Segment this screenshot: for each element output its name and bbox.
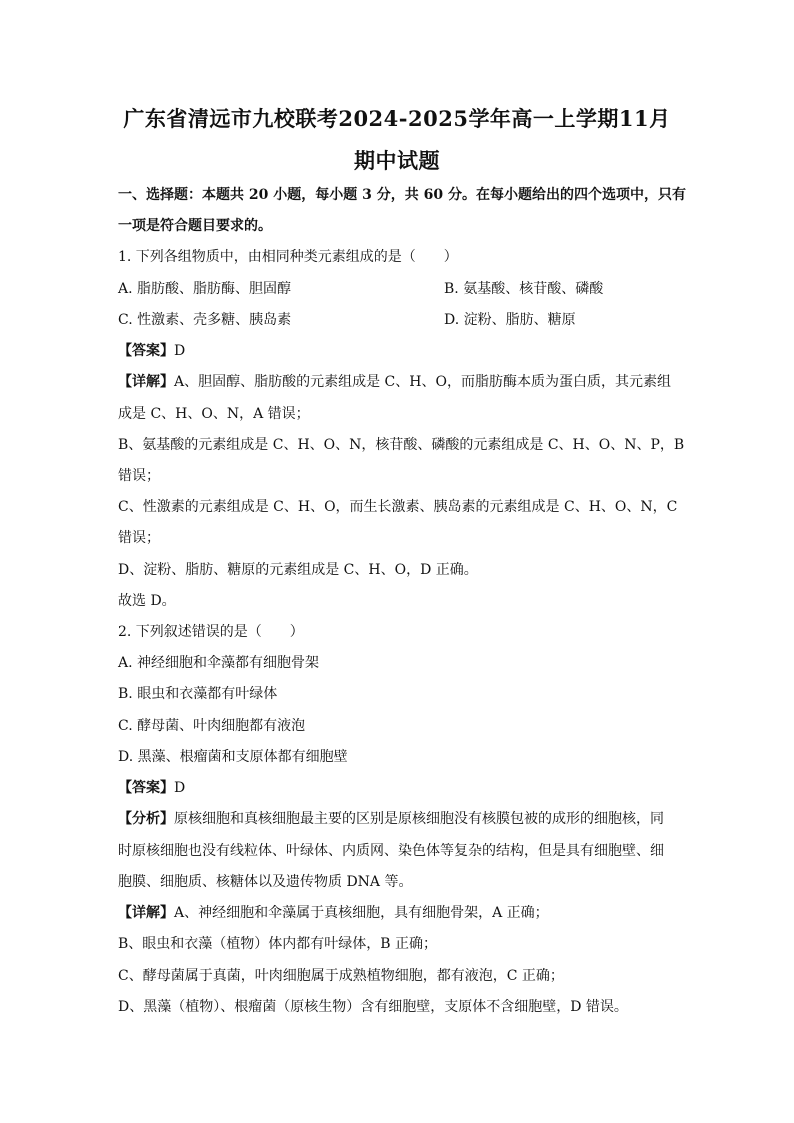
q2-detail-line1 (118, 903, 549, 923)
q1-detail-line1 (118, 372, 671, 392)
q1-answer-tag: 【答案】 (118, 343, 174, 359)
q1-detail-tag: 【详解】 (118, 374, 174, 390)
q2-option-b: B. 眼虫和衣藻都有叶绿体 (118, 686, 278, 702)
q1-answer (118, 341, 185, 361)
q2-option-a: A. 神经细胞和伞藻都有细胞骨架 (118, 655, 320, 671)
q2-analysis-text1: 原核细胞和真核细胞最主要的区别是原核细胞没有核膜包被的成形的细胞核，同 (174, 811, 664, 827)
q1-detail-line7: D、淀粉、脂肪、糖原的元素组成是 C、H、O，D 正确。 (118, 562, 478, 578)
q2-answer (118, 778, 185, 798)
q2-analysis-line3: 胞膜、细胞质、核糖体以及遗传物质 DNA 等。 (118, 874, 413, 890)
q1-detail-text1: A、胆固醇、脂肪酸的元素组成是 C、H、O，而脂肪酶本质为蛋白质，其元素组 (174, 374, 671, 390)
q2-detail-line2: B、眼虫和衣藻（植物）体内都有叶绿体，B 正确； (118, 936, 438, 952)
q1-stem: 1. 下列各组物质中，由相同种类元素组成的是（ ） (118, 249, 458, 265)
q2-answer-tag: 【答案】 (118, 780, 174, 796)
q2-detail-tag: 【详解】 (118, 905, 174, 921)
q1-answer-value: D (174, 343, 186, 359)
q1-detail-line2: 成是 C、H、O、N，A 错误； (118, 406, 310, 422)
document-title-line1: 广东省清远市九校联考2024-2025学年高一上学期11月 (123, 106, 671, 131)
q2-analysis-line1 (118, 809, 664, 829)
q2-answer-value: D (174, 780, 186, 796)
q1-option-a: A. 脂肪酸、脂肪酶、胆固醇 (118, 281, 292, 297)
q1-option-b: B. 氨基酸、核苷酸、磷酸 (444, 281, 604, 297)
q2-detail-text1: A、神经细胞和伞藻属于真核细胞，具有细胞骨架，A 正确； (174, 905, 549, 921)
q1-detail-line5: C、性激素的元素组成是 C、H、O，而生长激素、胰岛素的元素组成是 C、H、O、N，C (118, 499, 678, 515)
q1-detail-line6: 错误； (118, 530, 160, 546)
q2-analysis-line2: 时原核细胞也没有线粒体、叶绿体、内质网、染色体等复杂的结构，但是具有细胞壁、细 (118, 843, 664, 859)
q2-option-c: C. 酵母菌、叶肉细胞都有液泡 (118, 718, 306, 734)
q2-stem: 2. 下列叙述错误的是（ ） (118, 624, 304, 640)
q2-analysis-tag: 【分析】 (118, 811, 174, 827)
q2-detail-line3: C、酵母菌属于真菌，叶肉细胞属于成熟植物细胞，都有液泡，C 正确； (118, 968, 564, 984)
q1-option-c: C. 性激素、壳多糖、胰岛素 (118, 312, 292, 328)
section-heading-line2: 一项是符合题目要求的。 (118, 218, 272, 234)
document-title-line2: 期中试题 (354, 148, 440, 173)
q1-conclusion: 故选 D。 (118, 593, 176, 609)
q2-option-d: D. 黑藻、根瘤菌和支原体都有细胞壁 (118, 749, 348, 765)
q1-option-d: D. 淀粉、脂肪、糖原 (444, 312, 576, 328)
q1-detail-line3: B、氨基酸的元素组成是 C、H、O、N，核苷酸、磷酸的元素组成是 C、H、O、N、P，B (118, 437, 685, 453)
q2-detail-line4: D、黑藻（植物）、根瘤菌（原核生物）含有细胞壁，支原体不含细胞壁，D 错误。 (118, 999, 628, 1015)
section-heading-line1: 一、选择题：本题共 20 小题，每小题 3 分，共 60 分。在每小题给出的四个选项中，只有 (118, 187, 686, 203)
q1-detail-line4: 错误； (118, 468, 160, 484)
